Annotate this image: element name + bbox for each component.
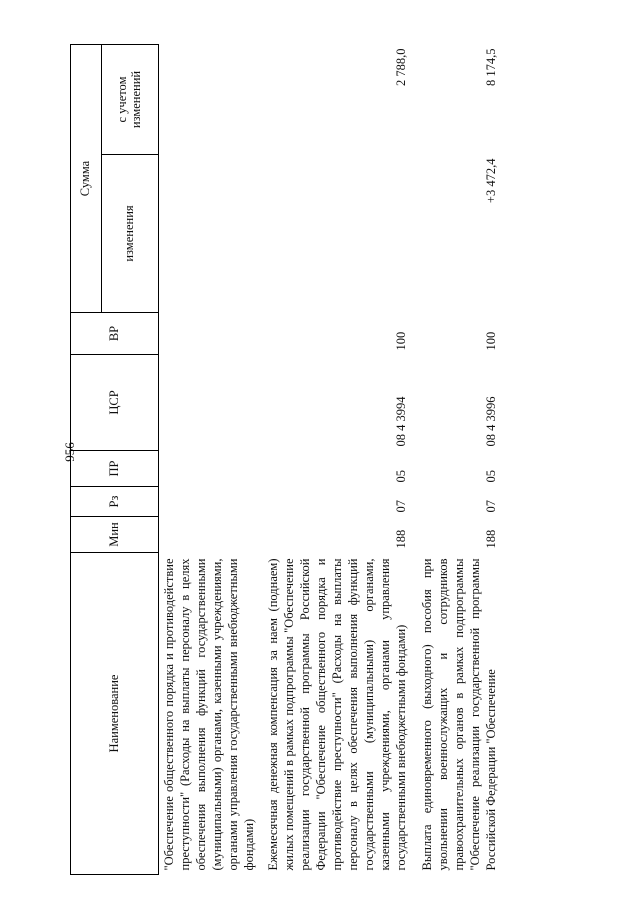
row-total: 2 788,0 xyxy=(394,48,408,86)
col-header-min: Мин xyxy=(71,517,159,553)
row-vr: 100 xyxy=(484,331,498,351)
table-row xyxy=(159,45,260,875)
col-header-rz: Рз xyxy=(71,487,159,517)
row-min: 188 xyxy=(394,529,408,549)
col-header-csr: ЦСР xyxy=(71,355,159,451)
row-csr: 08 4 3994 xyxy=(394,396,408,447)
col-header-with-change: с учетом изменений xyxy=(102,45,159,155)
row-min: 188 xyxy=(484,529,498,549)
row-name: "Обеспечение общественного порядка и противодействие преступности" (Расходы на выплаты персоналу в целях обеспечения выполнения функций государственными (муниципальными) органами, казенными учреждениями, органами управления государственными внебюджетными фондами) xyxy=(162,558,256,871)
row-total xyxy=(159,45,260,155)
row-min xyxy=(159,517,260,553)
row-pr: 05 xyxy=(484,470,498,483)
col-header-name: Наименование xyxy=(71,553,159,875)
row-name: Ежемесячная денежная компенсация за наем (поднаем) жилых помещений в рамках подпрограммы "Обеспечение реализации государственной программы Российской Федерации "Обеспечение общественного порядка и противодействие преступности" (Расходы на выплаты персоналу в целях обеспечения выполнения функций государственными (муниципальными) органами, казенными учреждениями, органами управления государственными внебюджетными фондами) xyxy=(266,558,408,871)
table-row xyxy=(259,45,411,875)
col-header-vr: ВР xyxy=(71,313,159,355)
row-total: 8 174,5 xyxy=(484,48,498,86)
row-change: +3 472,4 xyxy=(484,158,498,204)
row-pr xyxy=(159,451,260,487)
row-vr: 100 xyxy=(394,331,408,351)
row-rz xyxy=(159,487,260,517)
row-rz: 07 xyxy=(484,500,498,513)
col-header-change: изменения xyxy=(102,155,159,313)
row-csr: 08 4 3996 xyxy=(484,396,498,447)
budget-table xyxy=(70,44,501,875)
row-pr: 05 xyxy=(394,470,408,483)
row-rz: 07 xyxy=(394,500,408,513)
row-change xyxy=(259,155,411,313)
page-number: 956 xyxy=(62,442,77,462)
row-name: Выплата единовременного (выходного) пособия при увольнении военнослужащих и сотрудников правоохранительных органов в рамках подпрограммы "Обеспечение реализации государственной программы Российской Федерации "Обеспечение xyxy=(420,558,498,871)
row-vr xyxy=(159,313,260,355)
rotated-page xyxy=(70,45,570,875)
table-row xyxy=(411,45,501,875)
row-csr xyxy=(159,355,260,451)
col-header-sum: Сумма xyxy=(71,45,102,313)
row-change xyxy=(159,155,260,313)
col-header-pr: ПР xyxy=(71,451,159,487)
